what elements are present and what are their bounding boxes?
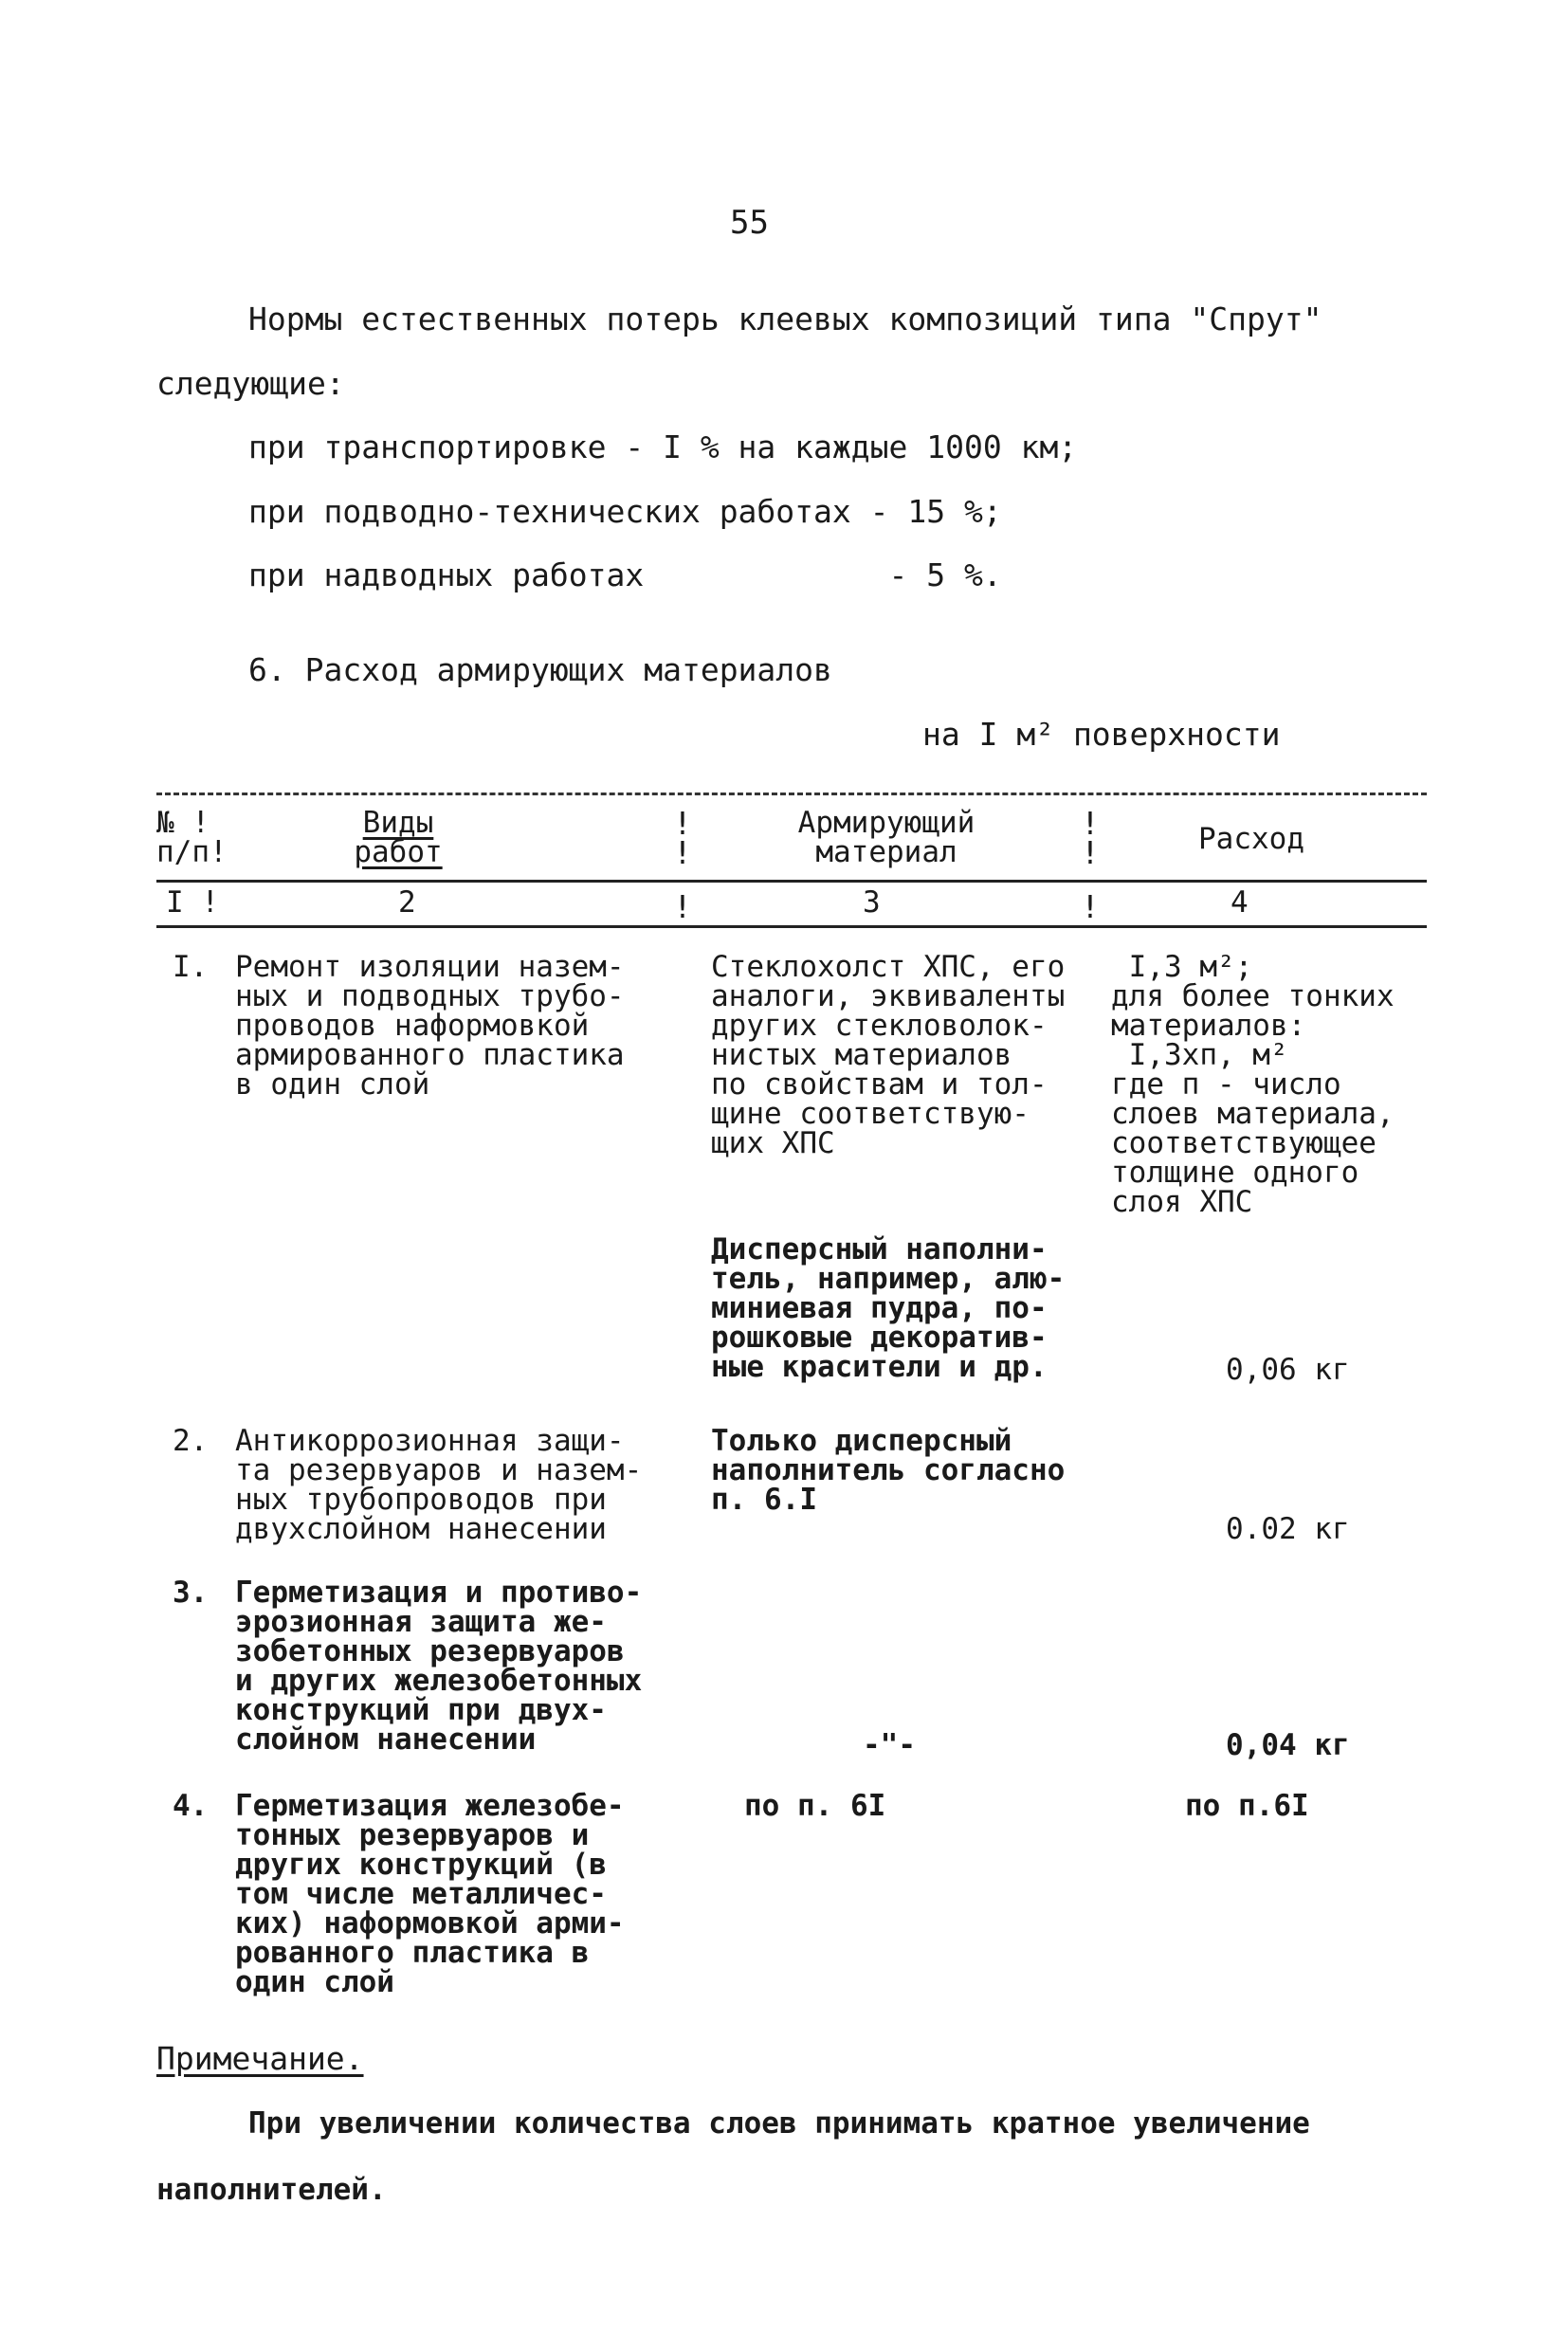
- table-colnum-rule: [156, 925, 1427, 928]
- note-line-2: наполнителей.: [156, 2173, 387, 2207]
- row-2-num: 2.: [173, 1424, 209, 1458]
- colnum-separator: !: [673, 888, 692, 925]
- note-line-1: При увеличении количества слоев принимать кратное увеличение: [248, 2106, 1310, 2141]
- header-consumption: Расход: [1198, 822, 1304, 856]
- row-2-works: Антикоррозионная защи- та резервуаров и назем- ных трубопроводов при двухслойном нанесении: [235, 1424, 643, 1546]
- note-title: Примечание.: [156, 2040, 364, 2077]
- row-3-num: 3.: [173, 1576, 209, 1610]
- section-title: 6. Расход армирующих материалов: [248, 651, 832, 688]
- row-2-consumption: 0.02 кг: [1226, 1512, 1350, 1546]
- loss-item-surface: при надводных работах - 5 %.: [248, 556, 1002, 593]
- loss-item-underwater: при подводно-технических работах - 15 %;: [248, 493, 1002, 530]
- row-3-works: Герметизация и противо- эрозионная защита же- зобетонных резервуаров и других железобетонных конструкций при двух- слойном нанесении: [235, 1576, 643, 1757]
- colnum-separator: !: [1081, 888, 1100, 925]
- row-1-consumption: I,3 м²; для более тонких материалов: I,3хп, м² где п - число слоев материала, соответствующее толщине одного слоя ХПС: [1111, 950, 1395, 1219]
- row-4-material: по п. 6I: [744, 1789, 886, 1823]
- row-1-material-filler: Дисперсный наполни- тель, например, алю- миниевая пудра, по- рошковые декоратив- ные красители и др.: [711, 1232, 1066, 1384]
- row-3-consumption: 0,04 кг: [1226, 1728, 1350, 1762]
- colnum-3: 3: [863, 885, 881, 920]
- table-header-rule: [156, 880, 1427, 883]
- row-2-material: Только дисперсный наполнитель согласно п. 6.I: [711, 1424, 1066, 1517]
- loss-item-transport: при транспортировке - I % на каждые 1000 км;: [248, 428, 1078, 465]
- table-top-rule: [156, 793, 1427, 795]
- row-4-works: Герметизация железобе- тонных резервуаров и других конструкций (в том числе металличес- ких) наформовкой арми- рованного пластика в один слой: [235, 1789, 625, 1999]
- row-4-num: 4.: [173, 1789, 209, 1823]
- colnum-4: 4: [1231, 885, 1249, 920]
- row-3-material: -"-: [863, 1728, 916, 1762]
- header-num: № ! п/п!: [156, 806, 228, 869]
- header-material: Армирующий материал: [797, 806, 975, 869]
- header-works: Виды работ: [354, 806, 443, 869]
- unit-note: на I м² поверхности: [922, 716, 1281, 753]
- intro-line-2: следующие:: [156, 365, 345, 402]
- row-1-consumption-filler: 0,06 кг: [1226, 1353, 1350, 1387]
- intro-line-1: Нормы естественных потерь клеевых композиций типа "Спрут": [248, 301, 1322, 337]
- header-separator: ! !: [673, 805, 692, 871]
- row-1-works: Ремонт изоляции назем- ных и подводных трубо- проводов наформовкой армированного пластика в один слой: [235, 950, 625, 1102]
- colnum-2: 2: [398, 885, 416, 920]
- row-1-material: Стеклохолст ХПС, его аналоги, эквиваленты других стекловолок- нистых материалов по свойствам и тол- щине соответствую- щих ХПС: [711, 950, 1066, 1160]
- colnum-1: I !: [166, 885, 219, 920]
- row-4-consumption: по п.6I: [1185, 1789, 1309, 1823]
- header-separator: ! !: [1081, 805, 1100, 871]
- row-1-num: I.: [173, 950, 209, 984]
- page-number: 55: [730, 204, 769, 242]
